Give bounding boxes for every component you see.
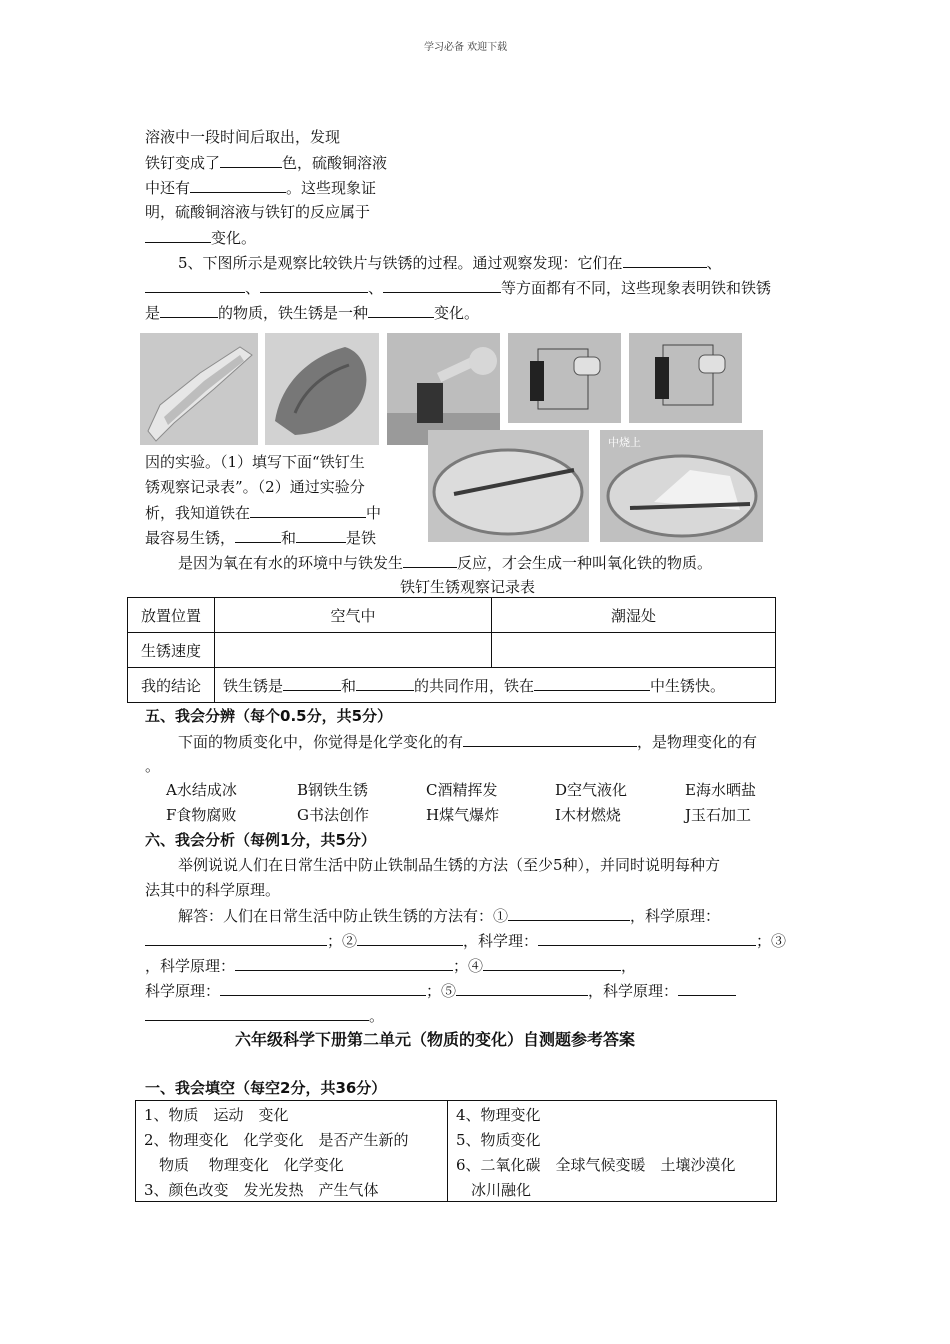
q4-blank-remaining[interactable] [190, 177, 286, 193]
s6-answer-line-3 [145, 955, 636, 976]
table-header-cell: 空气中 [215, 598, 492, 633]
option-item: D空气液化 [555, 781, 628, 799]
q5-blank-2[interactable] [145, 277, 245, 293]
table-text: 和 [341, 676, 357, 695]
section-6-title: 六、我会分析（每例1分，共5分） [145, 831, 376, 849]
s6-text: ，科学原理： [588, 982, 679, 1000]
table-blank-2[interactable] [356, 675, 414, 691]
option-item: E海水晒盐 [685, 781, 756, 799]
answer-key-title: 六年级科学下册第二单元（物质的变化）自测题参考答案 [235, 1030, 636, 1049]
option-item: C酒精挥发 [426, 781, 498, 799]
option-item: I木材燃烧 [555, 806, 621, 824]
q4-blank-change-type[interactable] [145, 227, 211, 243]
s6-answer-line-1 [178, 905, 720, 926]
q6-text: 反应，才会生成一种叫氧化铁的物质。 [457, 554, 713, 572]
table-row [128, 668, 776, 703]
s6-blank-principle-5a[interactable] [678, 980, 736, 996]
answer-right-4: 冰川融化 [456, 1181, 532, 1199]
q6-text: 中 [366, 504, 382, 522]
q5-line-3 [145, 302, 479, 323]
s5-line-2: 。 [145, 757, 161, 775]
q4-text: 色，硫酸铜溶液 [282, 154, 388, 172]
q5-text: 5、下图所示是观察比较铁片与铁锈的过程。通过观察发现：它们在 [178, 254, 623, 272]
s5-blank-chemical[interactable] [463, 731, 637, 747]
q6-line-1: 因的实验。（1）填写下面“铁钉生 [145, 453, 365, 471]
s6-answer-line-2 [145, 930, 786, 951]
table-conclusion-cell [215, 668, 776, 703]
table-blank-3[interactable] [534, 675, 650, 691]
q5-blank-5[interactable] [160, 302, 218, 318]
s5-text: 下面的物质变化中，你觉得是化学变化的有 [178, 733, 464, 751]
table-header-cell: 放置位置 [128, 598, 215, 633]
option-item: B钢铁生锈 [297, 781, 369, 799]
s6-text: ；③ [756, 932, 787, 950]
q6-text: 是因为氧在有水的环境中与铁发生 [178, 554, 404, 572]
table-cell-humid[interactable] [492, 633, 776, 668]
answer-left-2: 2、物理变化 化学变化 是否产生新的 [144, 1131, 409, 1149]
option-item: A水结成冰 [166, 781, 237, 799]
q4-line-1: 溶液中一段时间后取出，发现 [145, 128, 341, 146]
table-row [128, 633, 776, 668]
q6-line-5 [178, 552, 712, 573]
q4-line-2 [145, 152, 387, 173]
q6-text: 最容易生锈， [145, 529, 236, 547]
q4-line-3 [145, 177, 376, 198]
table-row [128, 598, 776, 633]
s6-text: 科学原理： [145, 982, 221, 1000]
q5-blank-1[interactable] [623, 252, 707, 268]
q5-text: 变化。 [434, 304, 480, 322]
s6-blank-method-4[interactable] [483, 955, 621, 971]
s6-text: 解答：人们在日常生活中防止铁生锈的方法有：① [178, 907, 509, 925]
q5-text: 的物质，铁生锈是一种 [218, 304, 369, 322]
s6-blank-principle-5b[interactable] [145, 1005, 369, 1021]
q6-text: 和 [281, 529, 297, 547]
s6-blank-principle-1[interactable] [145, 930, 327, 946]
q6-text: 析，我知道铁在 [145, 504, 251, 522]
s6-text: ，科学理： [463, 932, 539, 950]
s6-blank-principle-2[interactable] [538, 930, 756, 946]
q5-line-2 [145, 277, 771, 298]
s5-line-1 [178, 731, 757, 752]
photo-caption: 中烧上 [608, 436, 641, 449]
photo-iron-sheet [140, 333, 258, 445]
table-row-label: 我的结论 [128, 668, 215, 703]
s6-blank-principle-3[interactable] [235, 955, 453, 971]
s6-text: ；④ [453, 957, 484, 975]
q4-text: 变化。 [211, 229, 257, 247]
q6-line-4 [145, 527, 376, 548]
s6-blank-method-2[interactable] [357, 930, 463, 946]
table-row-label: 生锈速度 [128, 633, 215, 668]
table-header-cell: 潮湿处 [492, 598, 776, 633]
q5-line-1 [178, 252, 722, 273]
answer-left-3: 物质 物理变化 化学变化 [144, 1156, 344, 1174]
q4-blank-color[interactable] [220, 152, 282, 168]
table-text: 的共同作用，铁在 [414, 676, 535, 695]
photo-rust [265, 333, 379, 445]
s6-line-2: 法其中的科学原理。 [145, 881, 281, 899]
q6-text: 是铁 [346, 529, 377, 547]
rust-record-table [127, 597, 776, 703]
answer-right-2: 5、物质变化 [456, 1131, 541, 1149]
s6-blank-method-1[interactable] [508, 905, 630, 921]
answer-section-1-title: 一、我会填空（每空2分，共36分） [145, 1079, 387, 1097]
photo-circuit-2 [629, 333, 742, 423]
q5-text: 、 [706, 254, 722, 272]
q4-line-5 [145, 227, 256, 248]
s6-answer-line-5 [145, 1005, 384, 1026]
s6-blank-principle-4[interactable] [220, 980, 426, 996]
section-5-title: 五、我会分辨（每个0.5分，共5分） [145, 707, 393, 725]
option-item: H煤气爆炸 [426, 806, 500, 824]
s6-text: 。 [369, 1007, 385, 1025]
q5-blank-6[interactable] [368, 302, 434, 318]
q5-text: 、 [245, 279, 261, 297]
answer-right-3: 6、二氧化碳 全球气候变暖 土壤沙漠化 [456, 1156, 736, 1174]
option-item: J玉石加工 [685, 806, 752, 824]
page-header: 学习必备 欢迎下载 [424, 42, 508, 53]
table-blank-1[interactable] [283, 675, 341, 691]
photo-nail-dish-2 [600, 430, 763, 542]
q5-text: 是 [145, 304, 161, 322]
q5-text: 等方面都有不同，这些现象表明铁和铁锈 [501, 279, 772, 297]
s6-text: ，科学原理： [145, 957, 236, 975]
s6-blank-method-5[interactable] [456, 980, 588, 996]
option-item: G书法创作 [297, 806, 369, 824]
answer-left-4: 3、颜色改变 发光发热 产生气体 [144, 1181, 379, 1199]
s6-text: ；② [327, 932, 358, 950]
answer-left-1: 1、物质 运动 变化 [144, 1106, 289, 1124]
q4-text: 中还有 [145, 179, 191, 197]
q6-blank-b[interactable] [296, 527, 346, 543]
q4-text: 铁钉变成了 [145, 154, 221, 172]
photo-nail-dish-1 [428, 430, 589, 542]
q6-blank-reaction[interactable] [403, 552, 457, 568]
s6-text: ；⑤ [426, 982, 457, 1000]
s6-line-1: 举例说说人们在日常生活中防止铁制品生锈的方法（至少5种），并同时说明每种方 [178, 856, 721, 874]
q6-blank-a[interactable] [235, 527, 281, 543]
table-text: 中生锈快。 [650, 676, 726, 695]
table-title: 铁钉生锈观察记录表 [400, 578, 536, 596]
q5-text: 、 [368, 279, 384, 297]
s6-answer-line-4 [145, 980, 736, 1001]
q6-line-2: 锈观察记录表”。（2）通过实验分 [145, 478, 365, 496]
option-item: F食物腐败 [166, 806, 237, 824]
q5-blank-3[interactable] [260, 277, 368, 293]
q5-blank-4[interactable] [383, 277, 501, 293]
q6-blank-place[interactable] [250, 502, 366, 518]
s5-text: ，是物理变化的有 [637, 733, 758, 751]
table-cell-air[interactable] [215, 633, 492, 668]
answer-right-1: 4、物理变化 [456, 1106, 541, 1124]
photo-circuit-1 [508, 333, 621, 423]
answer-divider [447, 1101, 448, 1201]
q4-text: 。这些现象证 [286, 179, 377, 197]
photo-hammer [387, 333, 500, 445]
q6-line-3 [145, 502, 381, 523]
s6-text: ， [621, 957, 637, 975]
answer-table [135, 1100, 777, 1202]
q4-line-4: 明，硫酸铜溶液与铁钉的反应属于 [145, 203, 371, 221]
table-text: 铁生锈是 [223, 676, 284, 695]
s6-text: ，科学原理： [630, 907, 721, 925]
